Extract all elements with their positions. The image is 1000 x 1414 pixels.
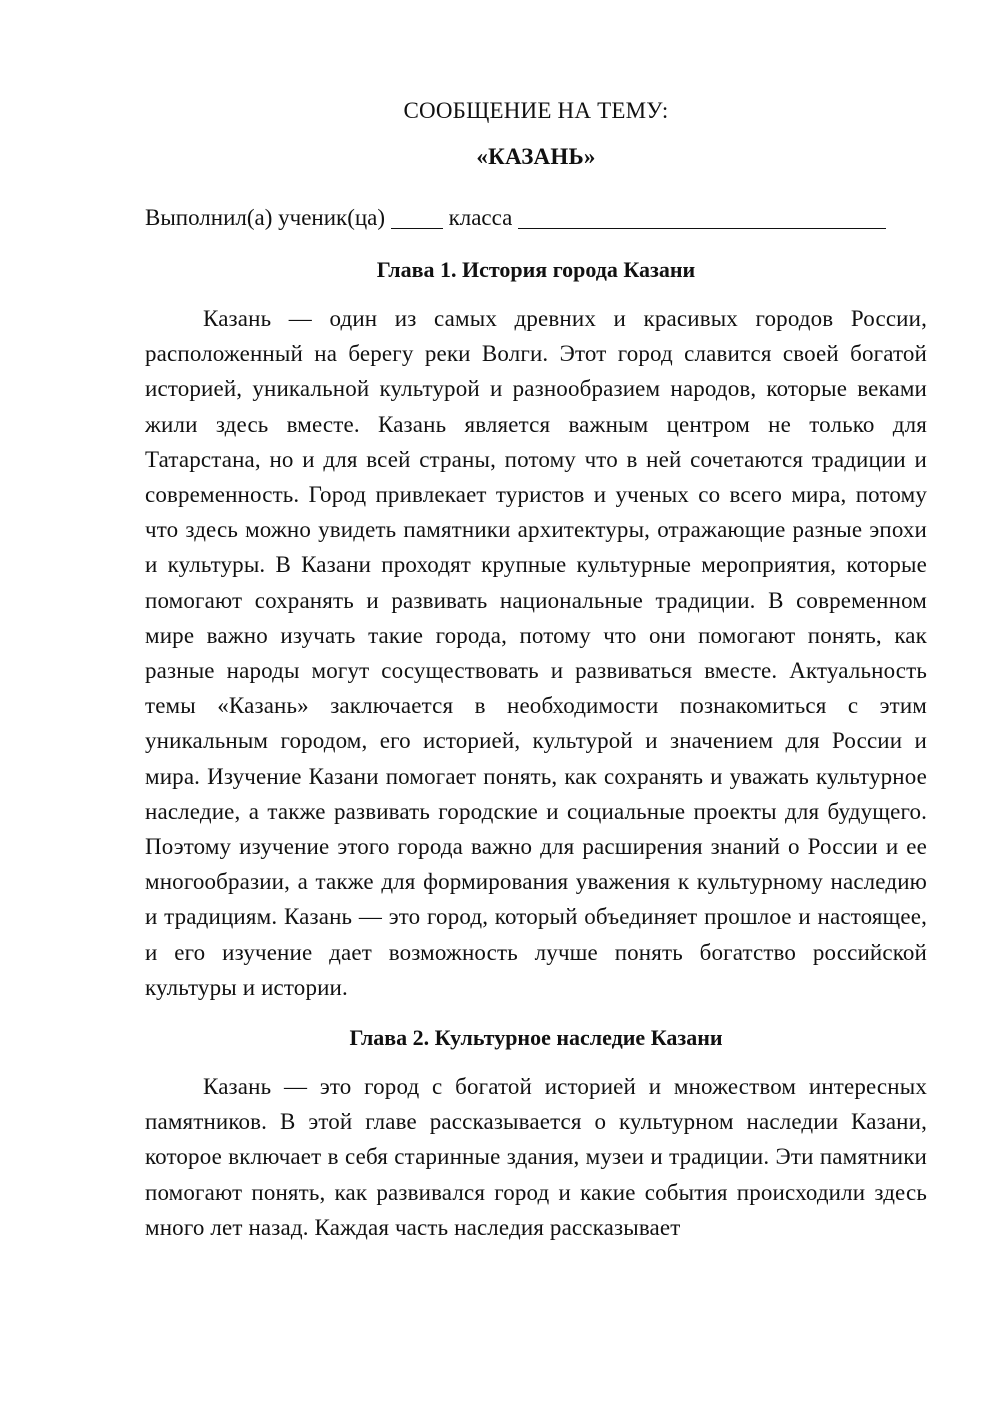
- chapter-1-paragraph: Казань — один из самых древних и красивых городов России, расположенный на берегу реки Волги. Этот город славится своей богатой историей, уникальной культурой и разнообразием народов, которые веками жили здесь вместе. Казань является важным центром не только для Татарстана, но и для всей страны, потому что в ней сочетаются традиции и современность. Город привлекает туристов и ученых со всего мира, потому что здесь можно увидеть памятники архитектуры, отражающие разные эпохи и культуры. В Казани проходят крупные культурные мероприятия, которые помогают сохранять и развивать национальные традиции. В современном мире важно изучать такие города, потому что они помогают понять, как разные народы могут сосуществовать и развиваться вместе. Актуальность темы «Казань» заключается в необходимости познакомиться с этим уникальным городом, его историей, культурой и значением для России и мира. Изучение Казани помогает понять, как сохранять и уважать культурное наследие, а также развивать городские и социальные проекты для будущего. Поэтому изучение этого города важно для расширения знаний о России и ее многообразии, а также для формирования уважения к культурному наследию и традициям. Казань — это город, который объединяет прошлое и настоящее, и его изучение дает возможность лучше понять богатство российской культуры и истории.: [145, 306, 927, 1000]
- chapter-2-heading: Глава 2. Культурное наследие Казани: [349, 1025, 723, 1051]
- chapter-2-paragraph: Казань — это город с богатой историей и множеством интересных памятников. В этой главе рассказывается о культурном наследии Казани, которое включает в себя старинные здания, музеи и традиции. Эти памятники помогают понять, как развивался город и какие события происходили здесь много лет назад. Каждая часть наследия рассказывает: [145, 1074, 927, 1240]
- document-title-line-1: СООБЩЕНИЕ НА ТЕМУ:: [403, 98, 669, 123]
- document-title-line-2: «КАЗАНЬ»: [476, 144, 596, 169]
- class-number-blank: [391, 202, 443, 229]
- class-label: класса: [448, 205, 513, 230]
- student-label: Выполнил(а) ученик(ца): [145, 205, 386, 230]
- student-name-blank: [518, 202, 886, 229]
- document-content: [145, 94, 927, 1245]
- chapter-1-heading: Глава 1. История города Казани: [376, 257, 696, 282]
- student-info-line: [145, 198, 927, 235]
